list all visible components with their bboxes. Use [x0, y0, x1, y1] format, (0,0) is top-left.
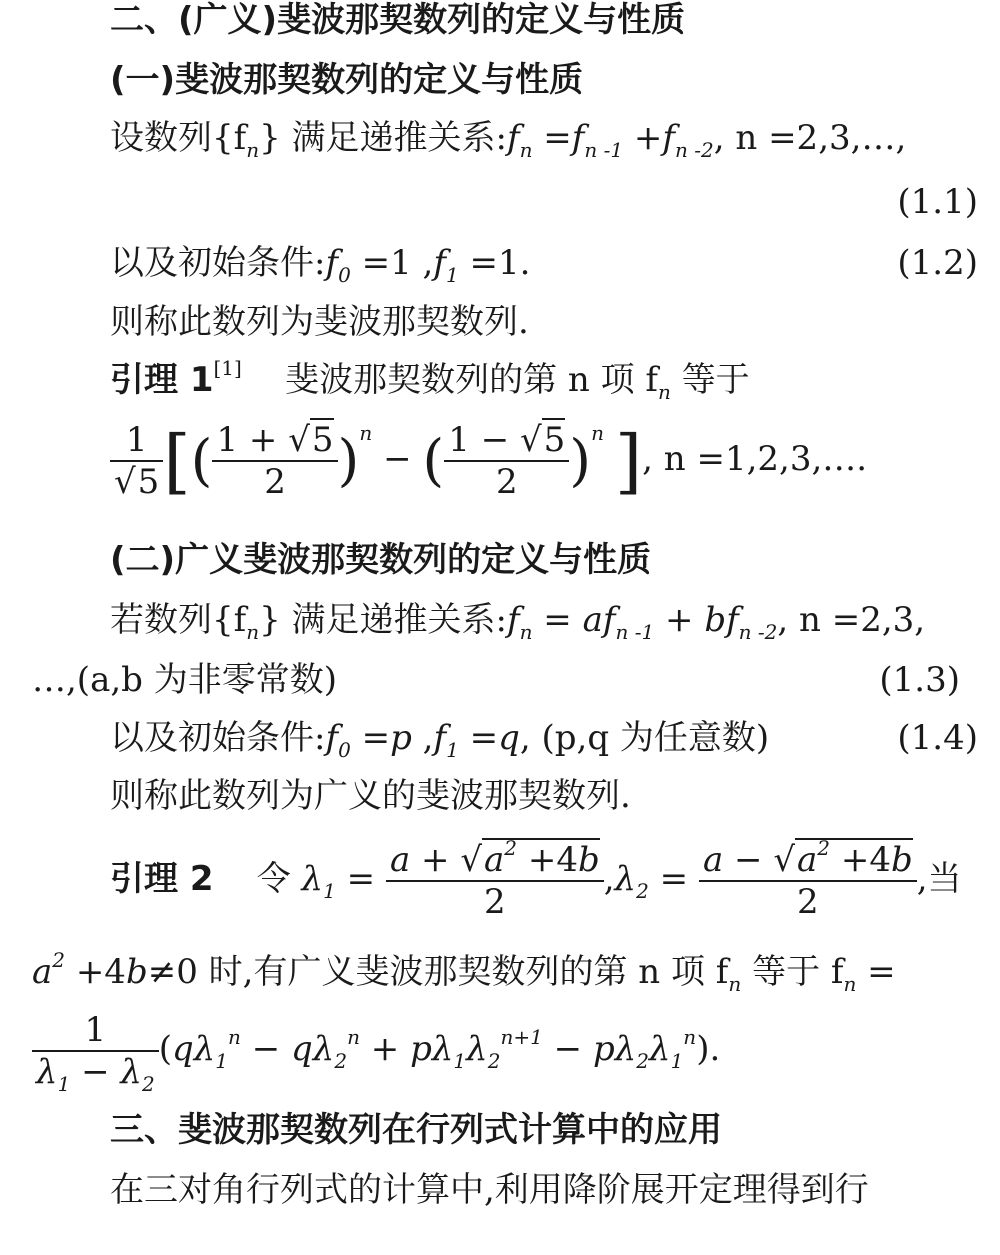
- lemma-2-text: 令: [256, 859, 291, 899]
- formula-1-tail: , n =1,2,3,….: [642, 439, 868, 479]
- lemma-1-ref: [1]: [213, 356, 242, 380]
- equation-number-1-1: (1.1): [897, 182, 978, 222]
- paragraph-recurrence-1: 设数列$\{f_n\}$ 满足递推关系$:f_n =f_{n -1} +f_{n -2}$, n =2,3,…,: [110, 118, 907, 162]
- p1-text: 设数列{f: [110, 118, 247, 158]
- paragraph-initial-1: 以及初始条件$:f_0 =1$ $,f_1 =1$.: [110, 243, 531, 287]
- paragraph-tridiagonal: 在三对角行列式的计算中,利用降阶展开定理得到行: [110, 1170, 869, 1210]
- equation-number-1-4: (1.4): [897, 718, 978, 758]
- lemma-1-label: 引理 1: [110, 360, 214, 400]
- p2-tail: =1.: [469, 243, 531, 283]
- equation-number-1-3: (1.3): [879, 660, 960, 700]
- paragraph-constants: [32, 660, 980, 700]
- lemma-2-tail: ,当: [916, 859, 962, 899]
- paragraph-def-1: 则称此数列为斐波那契数列.: [110, 302, 529, 342]
- general-formula: $\frac{1}{\lambda_1 - \lambda_2}$ $(q\lambda_1^n - q\lambda_2^n + p\lambda_1\lambda_2^{n+1} - p\lambda_2\lambda_1^n)$.: [32, 1010, 720, 1092]
- section-2-title: 二、(广义)斐波那契数列的定义与性质: [110, 0, 686, 40]
- p1-tail: , n =2,3,…,: [713, 118, 907, 158]
- p8-text2: 等于 f: [752, 952, 844, 992]
- p5-text: …,(a,b 为非零常数): [32, 660, 337, 700]
- lemma-1-text2: 等于: [681, 360, 750, 400]
- p8-text: 时,有广义斐波那契数列的第 n 项 f: [208, 952, 729, 992]
- p2-text: 以及初始条件:: [110, 243, 326, 283]
- paragraph-recurrence-2: 若数列$\{f_n\}$ 满足递推关系$:f_n = af_{n -1} + bf_{n -2}$, n =2,3,: [110, 600, 926, 644]
- p4-text2: } 满足递推关系:: [259, 600, 508, 640]
- p6-tail: (p,q 为任意数): [541, 718, 770, 758]
- p1-text2: } 满足递推关系:: [259, 118, 508, 158]
- p4-tail: , n =2,3,: [777, 600, 926, 640]
- subsection-2-title: (二)广义斐波那契数列的定义与性质: [110, 540, 652, 580]
- p6-text: 以及初始条件:: [110, 718, 326, 758]
- lemma-1-text: 斐波那契数列的第 n 项 f: [285, 360, 658, 400]
- binet-formula: $\frac{1}{√5}$ [( $\frac{1 + √5}{2}$ )$^n$ − ( $\frac{1 - √5}{2}$ )$^n$ ], n =1,2,3,….: [110, 420, 867, 502]
- section-3-title: 三、斐波那契数列在行列式计算中的应用: [110, 1110, 722, 1150]
- p4-text: 若数列{f: [110, 600, 247, 640]
- lemma-2: 引理 2 令 $\lambda_1$ = $\frac{a + √a^2 +4b}{2}$ $,\lambda_2$ = $\frac{a - √a^2 +4b}{2}$ ,当: [110, 836, 962, 922]
- lemma-2-label: 引理 2: [110, 859, 214, 899]
- paragraph-def-2: 则称此数列为广义的斐波那契数列.: [110, 776, 631, 816]
- subsection-1-title: (一)斐波那契数列的定义与性质: [110, 60, 584, 100]
- paragraph-initial-2: 以及初始条件$:f_0 =p$ $,f_1 =q$, (p,q 为任意数): [110, 718, 770, 762]
- lemma-1: 引理 1[1] 斐波那契数列的第 n 项 $f_n$ 等于: [110, 356, 750, 404]
- paragraph-lemma-2-cont: $a^2 +4b\ne 0$ 时,有广义斐波那契数列的第 n 项 $f_n$ 等于 $f_n$ =: [32, 948, 896, 996]
- equation-number-1-2: (1.2): [897, 243, 978, 283]
